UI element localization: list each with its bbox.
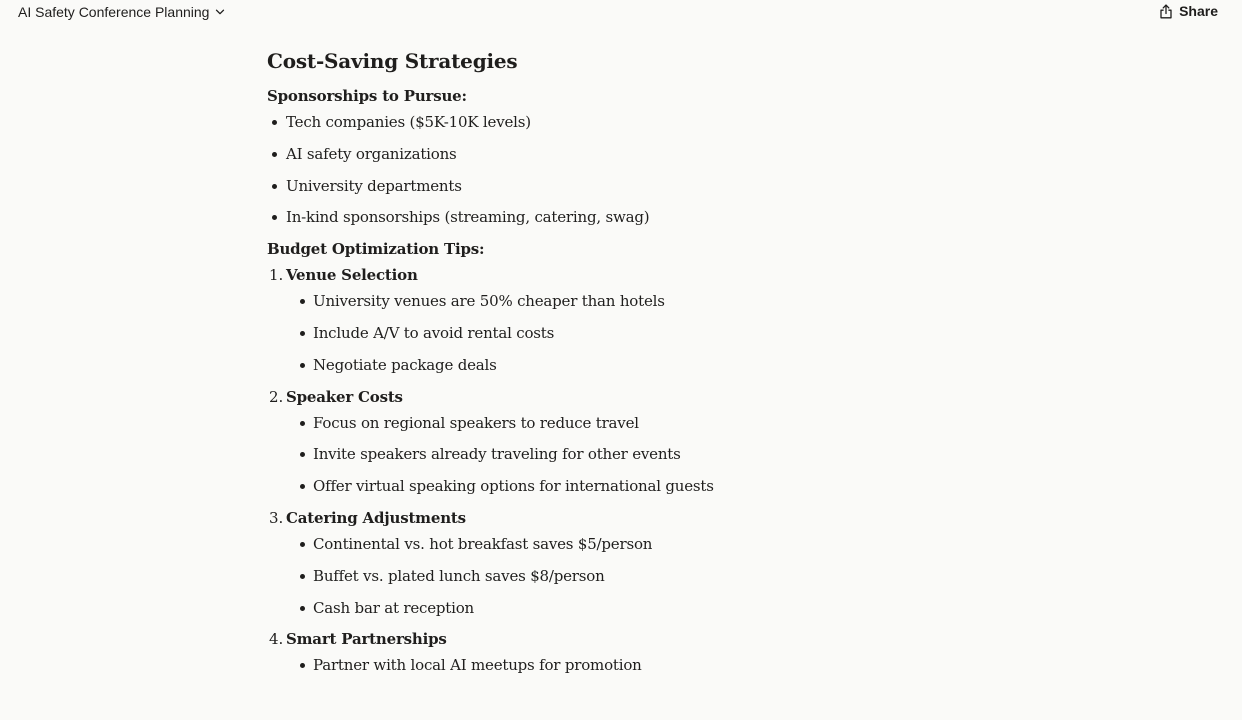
top-bar xyxy=(0,0,1242,26)
tip-section-venue xyxy=(267,265,987,375)
list-item: Focus on regional speakers to reduce travel xyxy=(286,413,987,433)
tip-title: Catering Adjustments xyxy=(286,508,466,527)
share-icon xyxy=(1159,4,1173,19)
list-item: University venues are 50% cheaper than hotels xyxy=(286,291,987,311)
list-item: Tech companies ($5K-10K levels) xyxy=(267,112,987,132)
chevron-down-icon xyxy=(215,7,225,17)
tip-number: 2. xyxy=(269,387,284,406)
sponsorships-list xyxy=(267,112,987,227)
tip-section-speaker xyxy=(267,387,987,497)
list-item: Partner with local AI meetups for promotion xyxy=(286,655,987,675)
sponsorships-heading: Sponsorships to Pursue: xyxy=(267,87,467,105)
tip-sublist xyxy=(286,413,987,497)
document-content xyxy=(267,46,987,687)
list-item: AI safety organizations xyxy=(267,144,987,164)
tip-sublist xyxy=(286,655,987,675)
list-item: Offer virtual speaking options for international guests xyxy=(286,476,987,496)
tip-sublist xyxy=(286,534,987,618)
list-item: In-kind sponsorships (streaming, catering, swag) xyxy=(267,207,987,227)
list-item: Negotiate package deals xyxy=(286,355,987,375)
tip-title: Venue Selection xyxy=(286,266,418,285)
budget-tips-list xyxy=(267,265,987,675)
tip-section-catering xyxy=(267,508,987,618)
project-title-label: AI Safety Conference Planning xyxy=(18,4,210,20)
share-button[interactable] xyxy=(1159,3,1218,19)
list-item: Continental vs. hot breakfast saves $5/person xyxy=(286,534,987,554)
list-item: Invite speakers already traveling for other events xyxy=(286,444,987,464)
tip-number: 1. xyxy=(269,266,284,285)
tip-sublist xyxy=(286,291,987,375)
tip-number: 3. xyxy=(269,508,284,527)
tip-title: Smart Partnerships xyxy=(286,630,447,649)
list-item: Include A/V to avoid rental costs xyxy=(286,323,987,343)
page-title: Cost-Saving Strategies xyxy=(267,49,518,73)
share-label: Share xyxy=(1179,3,1218,19)
tip-number: 4. xyxy=(269,630,284,649)
list-item: University departments xyxy=(267,176,987,196)
list-item: Cash bar at reception xyxy=(286,598,987,618)
tip-title: Speaker Costs xyxy=(286,387,403,406)
list-item: Buffet vs. plated lunch saves $8/person xyxy=(286,566,987,586)
project-title-dropdown[interactable] xyxy=(18,4,225,20)
budget-tips-heading: Budget Optimization Tips: xyxy=(267,240,485,259)
tip-section-partnerships xyxy=(267,629,987,675)
